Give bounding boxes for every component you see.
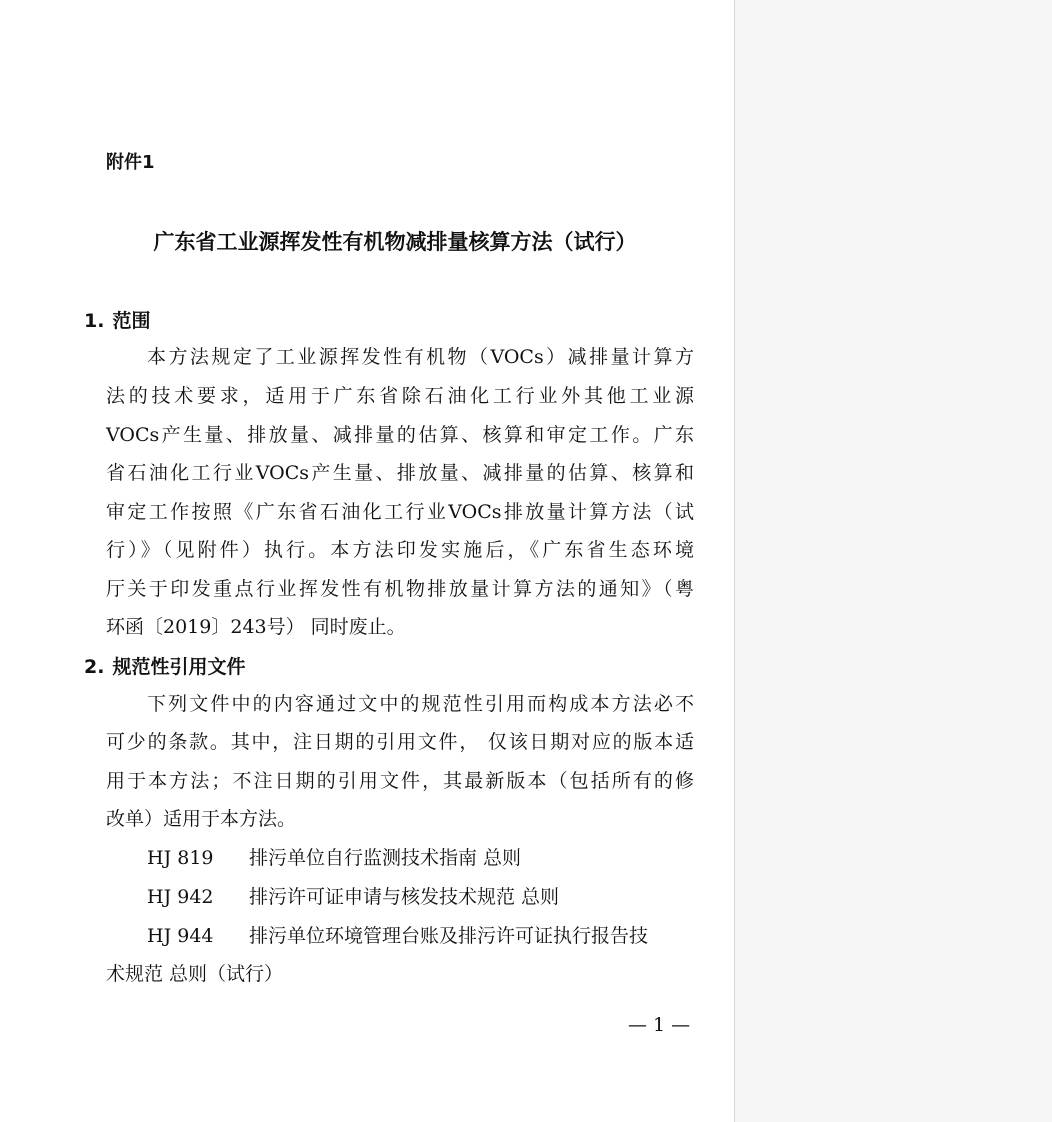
paragraph-line: 行）》（见附件）执行。本方法印发实施后，《广东省生态环境 bbox=[106, 539, 694, 561]
reference-code: HJ 942 bbox=[147, 886, 214, 908]
reference-code: HJ 819 bbox=[147, 847, 214, 869]
reference-item bbox=[147, 884, 559, 910]
paragraph-line: 审定工作按照《广东省石油化工行业VOCs排放量计算方法（试 bbox=[106, 501, 694, 523]
paragraph-line: 省石油化工行业VOCs产生量、排放量、减排量的估算、核算和 bbox=[106, 462, 694, 484]
paragraph-line: 下列文件中的内容通过文中的规范性引用而构成本方法必不 bbox=[147, 693, 694, 715]
section-title: 范围 bbox=[112, 310, 151, 332]
paragraph-line: 可少的条款。其中，注日期的引用文件， 仅该日期对应的版本适 bbox=[106, 731, 694, 753]
section-number: 1. bbox=[84, 310, 105, 332]
paragraph-line: 厅关于印发重点行业挥发性有机物排放量计算方法的通知》（粤 bbox=[106, 578, 694, 600]
annex-label: 附件1 bbox=[106, 152, 155, 173]
paragraph-line: 改单）适用于本方法。 bbox=[106, 808, 297, 830]
reference-continuation: 术规范 总则（试行） bbox=[106, 963, 284, 985]
paragraph-line: 环函〔2019〕243号） 同时废止。 bbox=[106, 616, 406, 638]
page-number: — 1 — bbox=[628, 1014, 691, 1036]
paragraph-line: 本方法规定了工业源挥发性有机物（VOCs）减排量计算方 bbox=[147, 346, 694, 368]
reference-title: 排污单位自行监测技术指南 总则 bbox=[249, 847, 522, 869]
reference-title: 排污单位环境管理台账及排污许可证执行报告技 bbox=[249, 925, 649, 947]
reference-title: 排污许可证申请与核发技术规范 总则 bbox=[249, 886, 560, 908]
section-number: 2. bbox=[84, 656, 105, 678]
reference-code: HJ 944 bbox=[147, 925, 214, 947]
document-title: 广东省工业源挥发性有机物减排量核算方法（试行） bbox=[153, 230, 637, 254]
paragraph-line: 法的技术要求，适用于广东省除石油化工行业外其他工业源 bbox=[106, 385, 694, 407]
section-title: 规范性引用文件 bbox=[112, 656, 246, 678]
paragraph-line: VOCs产生量、排放量、减排量的估算、核算和审定工作。广东 bbox=[106, 424, 694, 446]
reference-item bbox=[147, 845, 521, 871]
paragraph-line: 用于本方法；不注日期的引用文件，其最新版本（包括所有的修 bbox=[106, 770, 694, 792]
reference-item bbox=[147, 923, 648, 949]
section-heading-normative-references bbox=[84, 652, 245, 679]
section-heading-scope bbox=[84, 306, 150, 333]
